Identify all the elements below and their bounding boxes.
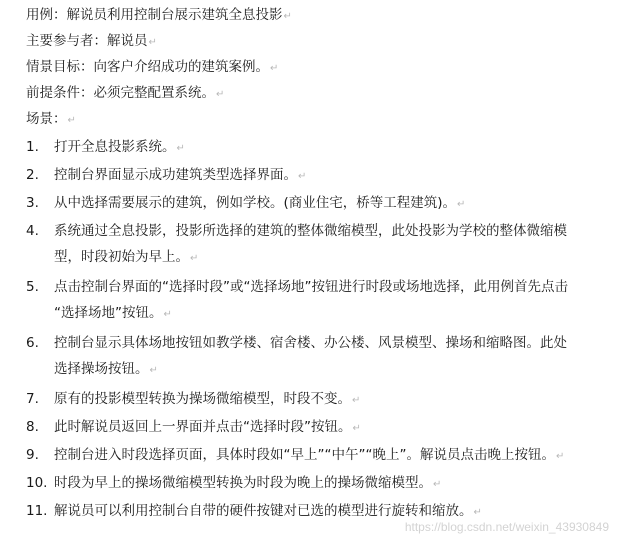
actor-text: 主要参与者：解说员 bbox=[26, 33, 148, 49]
step-text-continued: 选择操场按钮。↵ bbox=[54, 361, 158, 377]
step-number: 7. bbox=[26, 391, 39, 407]
paragraph-mark-icon: ↵ bbox=[176, 143, 185, 154]
use-case-text: 用例：解说员利用控制台展示建筑全息投影 bbox=[26, 7, 283, 23]
step-number: 8. bbox=[26, 419, 39, 435]
precondition-line bbox=[26, 84, 224, 104]
paragraph-mark-icon: ↵ bbox=[270, 63, 279, 74]
step-number: 5. bbox=[26, 279, 39, 295]
step-text: 系统通过全息投影，投影所选择的建筑的整体微缩模型，此处投影为学校的整体微缩模 bbox=[54, 223, 567, 239]
step-number: 2. bbox=[26, 167, 39, 183]
step-number: 11. bbox=[26, 503, 48, 519]
paragraph-mark-icon: ↵ bbox=[163, 309, 172, 320]
step-text: 点击控制台界面的“选择时段”或“选择场地”按钮进行时段或场地选择，此用例首先点击 bbox=[54, 279, 568, 295]
paragraph-mark-icon: ↵ bbox=[67, 115, 76, 126]
step-text-continued: 型，时段初始为早上。↵ bbox=[54, 249, 199, 265]
actor-line bbox=[26, 32, 157, 52]
scenario-label: 场景： bbox=[26, 111, 67, 127]
step-text: 解说员可以利用控制台自带的硬件按键对已选的模型进行旋转和缩放。↵ bbox=[54, 503, 482, 519]
paragraph-mark-icon: ↵ bbox=[298, 171, 307, 182]
step-text: 此时解说员返回上一界面并点击“选择时段”按钮。↵ bbox=[54, 419, 361, 435]
paragraph-mark-icon: ↵ bbox=[149, 365, 158, 376]
step-text: 原有的投影模型转换为操场微缩模型，时段不变。↵ bbox=[54, 391, 361, 407]
scenario-label-line bbox=[26, 110, 76, 130]
step-text: 控制台进入时段选择页面，具体时段如“早上”“中午”“晚上”。解说员点击晚上按钮。↵ bbox=[54, 447, 565, 463]
paragraph-mark-icon: ↵ bbox=[352, 395, 361, 406]
precondition-text: 前提条件：必须完整配置系统。 bbox=[26, 85, 215, 101]
step-number: 10. bbox=[26, 475, 48, 491]
paragraph-mark-icon: ↵ bbox=[352, 423, 361, 434]
step-text-continued: “选择场地”按钮。↵ bbox=[54, 305, 172, 321]
step-number: 6. bbox=[26, 335, 39, 351]
paragraph-mark-icon: ↵ bbox=[457, 199, 466, 210]
step-number: 3. bbox=[26, 195, 39, 211]
step-text: 从中选择需要展示的建筑，例如学校。(商业住宅，桥等工程建筑)。↵ bbox=[54, 195, 466, 211]
goal-text: 情景目标：向客户介绍成功的建筑案例。 bbox=[26, 59, 269, 75]
step-text: 时段为早上的操场微缩模型转换为时段为晚上的操场微缩模型。↵ bbox=[54, 475, 442, 491]
step-text: 控制台界面显示成功建筑类型选择界面。↵ bbox=[54, 167, 307, 183]
watermark: https://blog.csdn.net/weixin_43930849 bbox=[404, 520, 609, 534]
use-case-line bbox=[26, 6, 292, 26]
step-number: 1. bbox=[26, 139, 39, 155]
paragraph-mark-icon: ↵ bbox=[190, 253, 199, 264]
paragraph-mark-icon: ↵ bbox=[555, 451, 565, 462]
paragraph-mark-icon: ↵ bbox=[148, 37, 157, 48]
goal-line bbox=[26, 58, 278, 78]
paragraph-mark-icon: ↵ bbox=[283, 11, 292, 22]
paragraph-mark-icon: ↵ bbox=[433, 479, 442, 490]
paragraph-mark-icon: ↵ bbox=[216, 89, 225, 100]
paragraph-mark-icon: ↵ bbox=[473, 507, 482, 518]
step-text: 打开全息投影系统。↵ bbox=[54, 139, 185, 155]
step-text: 控制台显示具体场地按钮如教学楼、宿舍楼、办公楼、风景模型、操场和缩略图。此处 bbox=[54, 335, 567, 351]
step-number: 9. bbox=[26, 447, 39, 463]
step-number: 4. bbox=[26, 223, 39, 239]
